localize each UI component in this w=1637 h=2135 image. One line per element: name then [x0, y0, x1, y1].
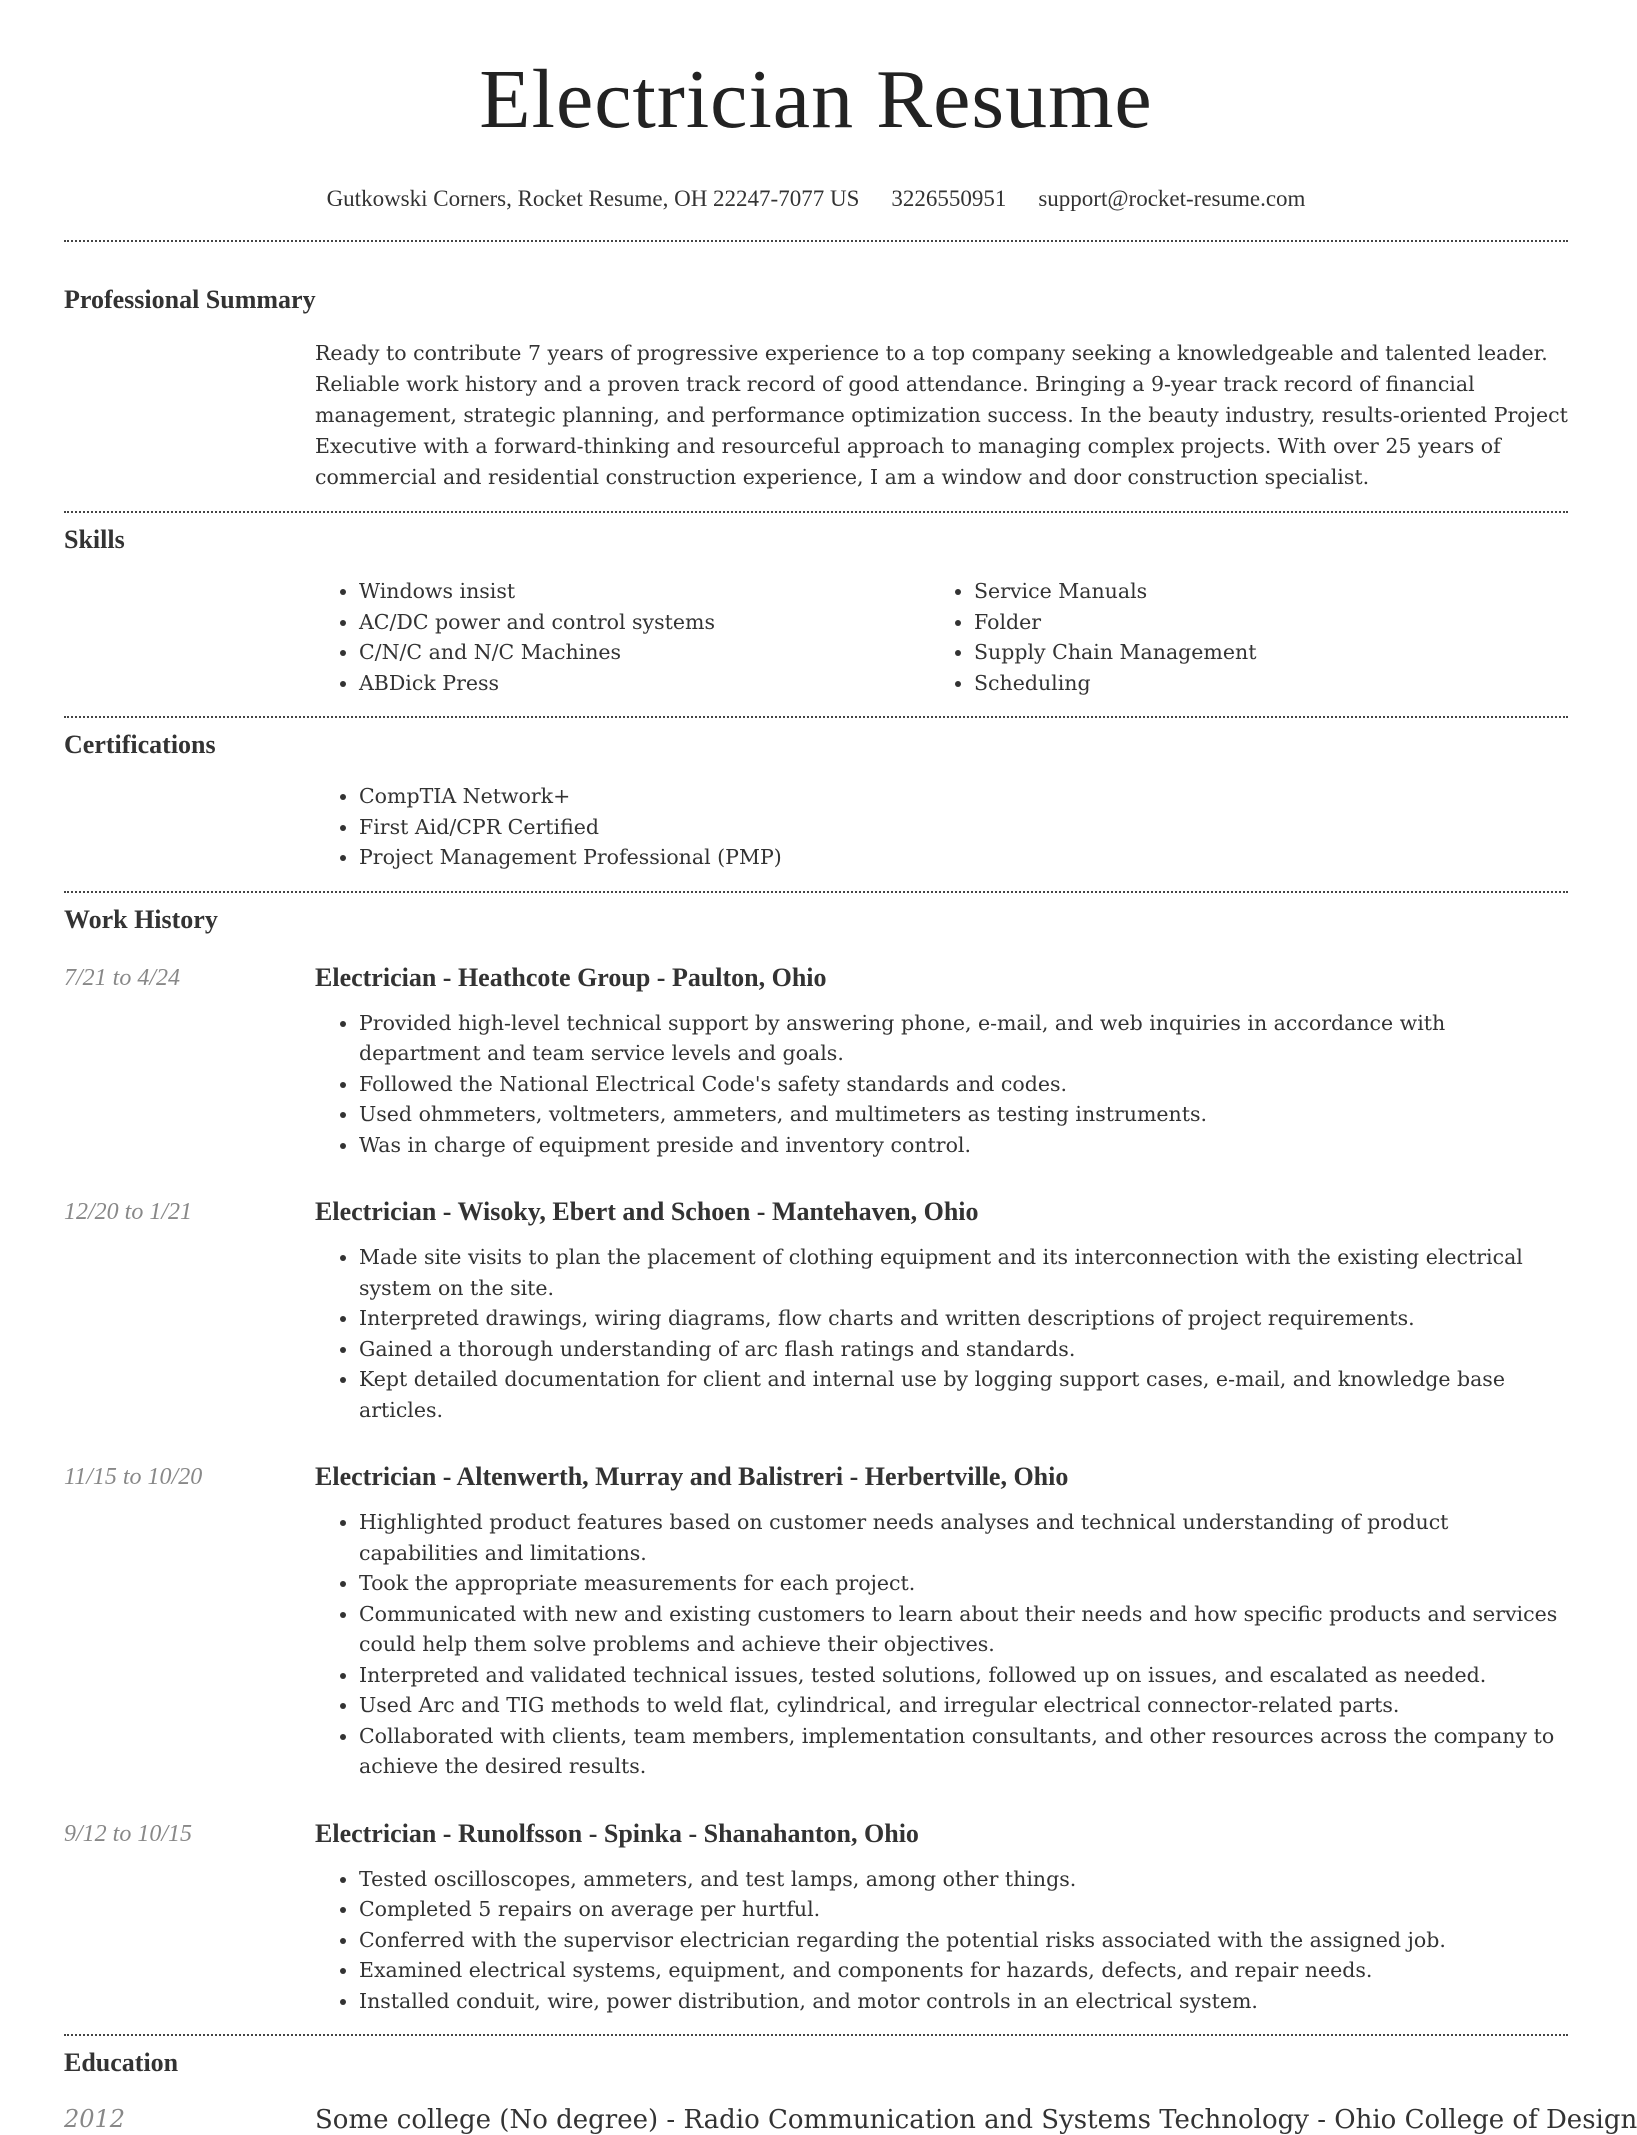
- job-bullet: • Kept detailed documentation for client and internal use by logging support cases, e-mail, and knowledge base articles.: [359, 1364, 1568, 1425]
- section-work-history: [0, 893, 1632, 2017]
- section-title-education: Education: [64, 2048, 179, 2077]
- job-dates: 7/21 to 4/24: [64, 964, 181, 991]
- skills-column-right: [930, 576, 1568, 698]
- job-bullet: • Was in charge of equipment preside and inventory control.: [359, 1130, 1568, 1161]
- job-bullet: • Highlighted product features based on customer needs analyses and technical understanding of product capabilities and limitations.: [359, 1507, 1568, 1568]
- contact-line: [0, 186, 1632, 212]
- section-title-summary: Professional Summary: [64, 285, 316, 314]
- education-text: Some college (No degree) - Radio Communication and Systems Technology - Ohio College of Design: [315, 2105, 1637, 2135]
- job-entry: [64, 1818, 1568, 2017]
- skill-item: • Service Manuals: [974, 576, 1568, 607]
- job-bullets: [315, 1008, 1568, 1161]
- summary-body: [315, 338, 1568, 493]
- job-bullets: [315, 1864, 1568, 2017]
- job-bullet: • Communicated with new and existing customers to learn about their needs and how specific products and services could help them solve problems and achieve their objectives.: [359, 1599, 1568, 1660]
- section-title-skills: Skills: [64, 525, 125, 554]
- job-bullet: • Conferred with the supervisor electrician regarding the potential risks associated with the assigned job.: [359, 1925, 1568, 1956]
- job-bullet: • Used ohmmeters, voltmeters, ammeters, and multimeters as testing instruments.: [359, 1099, 1568, 1130]
- section-title-certifications: Certifications: [64, 730, 216, 759]
- contact-address: Gutkowski Corners, Rocket Resume, OH 22247-7077 US: [326, 186, 860, 211]
- contact-phone[interactable]: 3226550951: [891, 186, 1007, 211]
- job-bullet: • Interpreted drawings, wiring diagrams, flow charts and written descriptions of project requirements.: [359, 1303, 1568, 1334]
- certification-item: • Project Management Professional (PMP): [359, 842, 1568, 873]
- contact-email[interactable]: support@rocket-resume.com: [1038, 186, 1306, 211]
- job-bullet: • Installed conduit, wire, power distribution, and motor controls in an electrical system.: [359, 1986, 1568, 2017]
- section-education: [0, 2036, 1637, 2135]
- job-dates: 9/12 to 10/15: [64, 1820, 193, 1847]
- job-title: Electrician - Heathcote Group - Paulton, Ohio: [315, 962, 827, 992]
- skill-item: • ABDick Press: [359, 668, 930, 699]
- resume-title: Electrician Resume: [479, 53, 1153, 146]
- job-bullets: [315, 1507, 1568, 1782]
- job-title: Electrician - Altenwerth, Murray and Balistreri - Herbertville, Ohio: [315, 1462, 1069, 1491]
- education-year: 2012: [64, 2105, 126, 2133]
- job-entry: [64, 1461, 1568, 1782]
- job-dates: 12/20 to 1/21: [64, 1199, 193, 1225]
- job-entry: [64, 1196, 1568, 1425]
- skills-list: [315, 576, 1568, 698]
- resume-header: [0, 0, 1632, 211]
- job-bullet: • Followed the National Electrical Code's safety standards and codes.: [359, 1069, 1568, 1100]
- skill-item: • AC/DC power and control systems: [359, 607, 930, 638]
- job-title: Electrician - Runolfsson - Spinka - Shanahanton, Ohio: [315, 1818, 919, 1848]
- job-dates: 11/15 to 10/20: [64, 1464, 203, 1490]
- skill-item: • Windows insist: [359, 576, 930, 607]
- certifications-list: [315, 781, 1568, 873]
- skill-item: • Supply Chain Management: [974, 637, 1568, 668]
- job-bullet: • Interpreted and validated technical issues, tested solutions, followed up on issues, and escalated as needed.: [359, 1660, 1568, 1691]
- job-bullet: • Collaborated with clients, team members, implementation consultants, and other resources across the company to achieve the desired results.: [359, 1721, 1568, 1782]
- section-certifications: [0, 718, 1632, 873]
- job-entry: [64, 962, 1568, 1161]
- summary-text: Ready to contribute 7 years of progressive experience to a top company seeking a knowledgeable and talented leader. Reliable work history and a proven track record of good attendance. Bringing a 9-year track record of financial management, strategic planning, and performance optimization success. In the beauty industry, results-oriented Project Executive with a forward-thinking and resourceful approach to managing complex projects. With over 25 years of commercial and residential construction experience, I am a window and door construction specialist.: [315, 341, 1568, 489]
- job-bullet: • Examined electrical systems, equipment, and components for hazards, defects, and repair needs.: [359, 1955, 1568, 1986]
- job-bullet: • Completed 5 repairs on average per hurtful.: [359, 1894, 1568, 1925]
- skill-item: • Scheduling: [974, 668, 1568, 699]
- job-title: Electrician - Wisoky, Ebert and Schoen - Mantehaven, Ohio: [315, 1197, 979, 1226]
- job-bullet: • Provided high-level technical support by answering phone, e-mail, and web inquiries in accordance with department and team service levels and goals.: [359, 1008, 1568, 1069]
- job-bullet: • Used Arc and TIG methods to weld flat, cylindrical, and irregular electrical connector-related parts.: [359, 1690, 1568, 1721]
- skill-item: • C/N/C and N/C Machines: [359, 637, 930, 668]
- skill-item: • Folder: [974, 607, 1568, 638]
- section-title-work-history: Work History: [64, 904, 218, 934]
- skills-column-left: [315, 576, 930, 698]
- section-skills: [0, 513, 1632, 698]
- certification-item: • First Aid/CPR Certified: [359, 812, 1568, 843]
- certification-item: • CompTIA Network+: [359, 781, 1568, 812]
- job-bullet: • Tested oscilloscopes, ammeters, and test lamps, among other things.: [359, 1864, 1568, 1895]
- job-bullet: • Made site visits to plan the placement of clothing equipment and its interconnection with the existing electrical system on the site.: [359, 1242, 1568, 1303]
- education-entry: [64, 2105, 1637, 2135]
- job-bullets: [315, 1242, 1568, 1425]
- job-bullet: • Took the appropriate measurements for each project.: [359, 1568, 1568, 1599]
- job-bullet: • Gained a thorough understanding of arc flash ratings and standards.: [359, 1334, 1568, 1365]
- section-summary: [0, 242, 1632, 493]
